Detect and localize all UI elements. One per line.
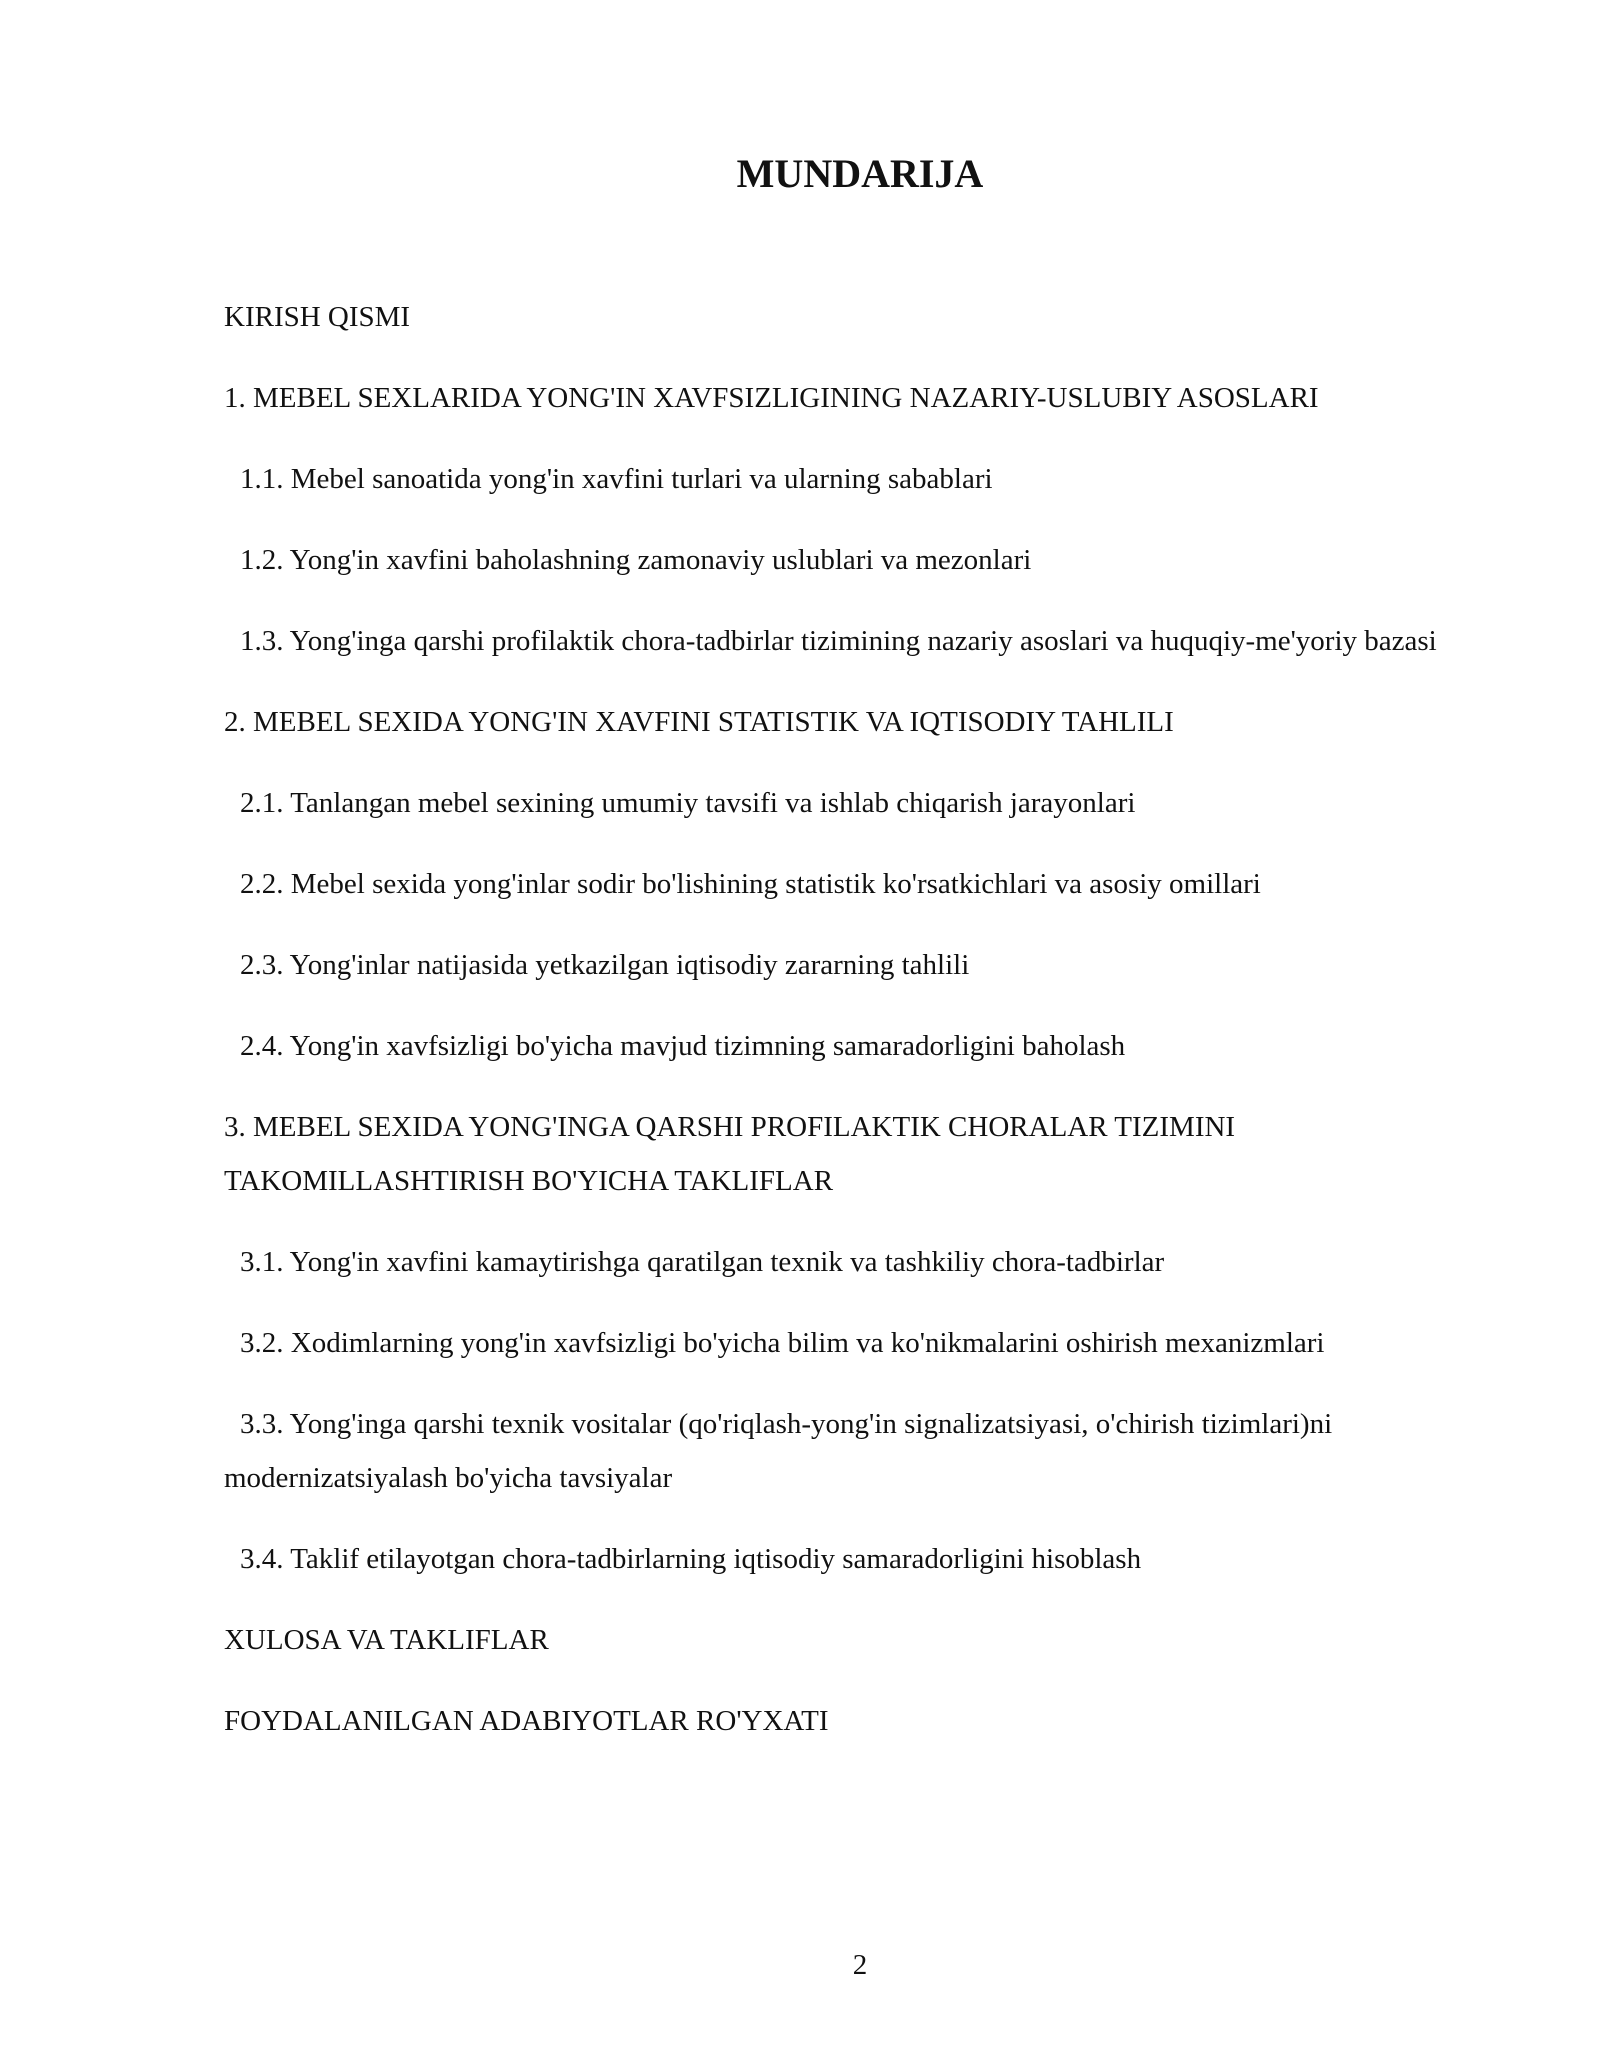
toc-item-section-3-1: 3.1. Yong'in xavfini kamaytirishga qaratilgan texnik va tashkiliy chora-tadbirlar bbox=[240, 1246, 1165, 1278]
toc-item-section-1-3: 1.3. Yong'inga qarshi profilaktik chora-tadbirlar tizimining nazariy asoslari va huquqiy-me'yoriy bazasi bbox=[240, 625, 1437, 657]
toc-item-section-3-2: 3.2. Xodimlarning yong'in xavfsizligi bo'yicha bilim va ko'nikmalarini oshirish mexanizmlari bbox=[240, 1327, 1325, 1359]
page-title: MUNDARIJA bbox=[736, 151, 984, 196]
toc-item-chapter-3: 3. MEBEL SEXIDA YONG'INGA QARSHI PROFILAKTIK CHORALAR TIZIMINI TAKOMILLASHTIRISH BO'YICHA TAKLIFLAR bbox=[224, 1111, 1236, 1197]
toc-item-intro: KIRISH QISMI bbox=[224, 301, 411, 333]
toc-item-section-2-4: 2.4. Yong'in xavfsizligi bo'yicha mavjud tizimning samaradorligini baholash bbox=[240, 1030, 1126, 1062]
toc-item-section-1-2: 1.2. Yong'in xavfini baholashning zamonaviy uslublari va mezonlari bbox=[240, 544, 1032, 576]
toc-item-section-2-2: 2.2. Mebel sexida yong'inlar sodir bo'lishining statistik ko'rsatkichlari va asosiy omillari bbox=[240, 868, 1261, 900]
toc-item-chapter-1: 1. MEBEL SEXLARIDA YONG'IN XAVFSIZLIGINING NAZARIY-USLUBIY ASOSLARI bbox=[224, 382, 1319, 414]
toc-item-section-2-3: 2.3. Yong'inlar natijasida yetkazilgan iqtisodiy zararning tahlili bbox=[240, 949, 970, 981]
toc-item-section-1-1: 1.1. Mebel sanoatida yong'in xavfini turlari va ularning sabablari bbox=[240, 463, 993, 495]
toc-item-section-3-4: 3.4. Taklif etilayotgan chora-tadbirlarning iqtisodiy samaradorligini hisoblash bbox=[240, 1543, 1142, 1575]
page-number: 2 bbox=[852, 1949, 868, 1981]
toc-item-conclusion: XULOSA VA TAKLIFLAR bbox=[224, 1624, 549, 1656]
toc-item-section-2-1: 2.1. Tanlangan mebel sexining umumiy tavsifi va ishlab chiqarish jarayonlari bbox=[240, 787, 1136, 819]
table-of-contents bbox=[224, 290, 1464, 1775]
toc-item-references: FOYDALANILGAN ADABIYOTLAR RO'YXATI bbox=[224, 1705, 829, 1737]
toc-item-section-3-3: 3.3. Yong'inga qarshi texnik vositalar (qo'riqlash-yong'in signalizatsiyasi, o'chirish tizimlari)ni modernizatsiyalash bo'yicha tavsiyalar bbox=[224, 1408, 1333, 1494]
toc-item-chapter-2: 2. MEBEL SEXIDA YONG'IN XAVFINI STATISTIK VA IQTISODIY TAHLILI bbox=[224, 706, 1174, 738]
